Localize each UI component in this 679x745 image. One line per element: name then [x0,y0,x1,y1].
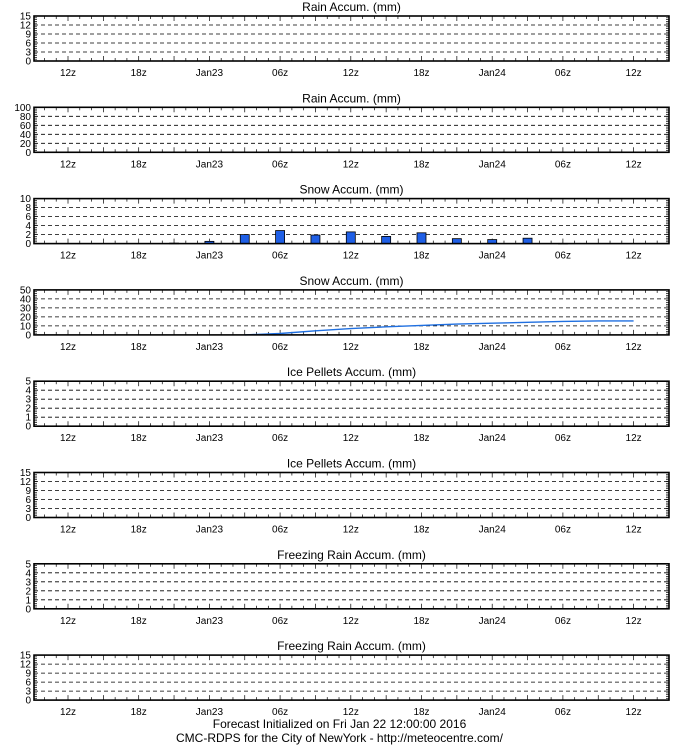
x-tick-label: 18z [413,250,430,262]
x-tick-label: 06z [554,524,571,536]
x-tick-label: Jan24 [478,68,506,79]
x-tick-label: 12z [59,159,77,171]
y-tick-label: 3 [25,394,31,406]
x-tick-label: 12z [342,68,359,79]
x-tick-label: 12z [342,615,359,627]
x-tick-label: Jan23 [195,341,224,353]
y-tick-label: 0 [25,147,31,159]
y-tick-label: 0 [25,695,31,707]
y-tick-label: 5 [25,559,31,571]
x-tick-label: 12z [59,68,77,79]
y-tick-label: 0 [25,604,31,616]
x-tick-label: 06z [272,250,289,262]
y-tick-label: 3 [25,686,31,698]
x-tick-label: Jan24 [478,250,506,262]
x-tick-label: 12z [625,615,642,627]
y-tick-label: 6 [25,495,31,506]
y-tick-label: 0 [25,330,31,342]
y-tick-label: 2 [25,586,31,598]
x-tick-label: 06z [272,341,289,353]
y-tick-label: 4 [25,221,31,233]
x-tick-label: 18z [413,524,430,536]
x-tick-label: 12z [625,159,642,171]
x-tick-label: 18z [413,68,430,79]
y-tick-label: 15 [19,11,31,23]
chart-panel-3 [20,183,669,262]
y-tick-label: 2 [25,230,31,242]
y-tick-label: 40 [19,294,31,306]
x-tick-label: 12z [342,250,359,262]
x-tick-label: 12z [342,433,359,445]
x-tick-label: 12z [59,250,77,262]
x-tick-label: 12z [625,341,642,353]
y-tick-label: 8 [25,203,31,215]
x-tick-label: Jan24 [478,524,506,536]
plot-frame [34,655,669,700]
plot-frame [34,473,669,518]
y-tick-label: 9 [25,29,31,41]
x-tick-label: 18z [130,68,147,79]
x-tick-label: Jan23 [195,250,224,262]
x-tick-label: 18z [130,341,147,353]
x-tick-label: Jan23 [195,707,224,719]
y-tick-label: 0 [25,56,31,68]
x-tick-label: 12z [625,707,642,719]
snow-bar [346,232,355,244]
snow-bar [523,238,532,243]
y-tick-label: 6 [25,38,31,50]
y-tick-label: 1 [25,595,31,607]
x-tick-label: 06z [272,68,289,79]
x-tick-label: 18z [413,433,430,445]
y-tick-label: 30 [19,303,31,315]
snow-bar [382,236,391,243]
y-tick-label: 0 [25,513,31,524]
x-tick-label: 06z [272,524,289,536]
x-tick-label: Jan24 [478,615,506,627]
chart-title: Ice Pellets Accum. (mm) [286,456,417,471]
y-tick-label: 9 [25,668,31,680]
x-tick-label: 12z [342,707,359,719]
y-tick-label: 3 [25,47,31,59]
chart-title: Rain Accum. (mm) [302,0,401,14]
x-tick-label: 12z [625,433,642,445]
x-tick-label: 18z [130,615,147,627]
chart-title: Rain Accum. (mm) [302,91,401,106]
x-tick-label: 06z [554,159,571,171]
chart-title: Freezing Rain Accum. (mm) [277,639,426,654]
x-tick-label: 06z [272,159,289,171]
x-tick-label: 06z [554,615,571,627]
y-tick-label: 3 [25,577,31,589]
y-tick-label: 12 [19,477,31,488]
x-tick-label: 18z [413,159,430,171]
x-tick-label: 12z [59,433,77,445]
snow-accum-line [245,321,634,335]
chart-panel-2 [14,91,669,170]
x-tick-label: 18z [413,615,430,627]
chart-panel-7 [25,548,669,627]
x-tick-label: 12z [342,159,359,171]
y-tick-label: 4 [25,568,31,580]
x-tick-label: Jan24 [478,433,506,445]
y-tick-label: 1 [25,412,31,424]
y-tick-label: 9 [25,486,31,497]
y-tick-label: 20 [19,312,31,324]
x-tick-label: 18z [130,524,147,536]
chart-panel-6 [20,457,669,536]
chart-panel-1 [20,0,669,79]
x-tick-label: Jan24 [478,341,506,353]
x-tick-label: 18z [413,707,430,719]
x-tick-label: 12z [625,68,642,79]
snow-bar [311,235,320,244]
x-tick-label: 12z [342,341,359,353]
x-tick-label: 12z [59,615,77,627]
plot-frame [34,381,669,426]
x-tick-label: 06z [554,341,571,353]
chart-title: Ice Pellets Accum. (mm) [286,365,417,380]
x-tick-label: 06z [272,615,289,627]
x-tick-label: Jan23 [195,615,224,627]
plot-frame [34,16,669,61]
footer-init-line: Forecast Initialized on Fri Jan 22 12:00:00 2016 [212,717,467,731]
y-tick-label: 15 [19,468,31,479]
chart-title: Snow Accum. (mm) [299,182,404,197]
x-tick-label: 06z [554,250,571,262]
x-tick-label: 06z [272,707,289,719]
chart-panel-4 [20,274,669,353]
x-tick-label: Jan23 [195,159,224,171]
x-tick-label: 12z [625,250,642,262]
y-tick-label: 10 [19,194,31,206]
chart-title: Snow Accum. (mm) [299,273,404,288]
plot-frame [34,564,669,609]
y-tick-label: 40 [19,129,31,141]
x-tick-label: 12z [342,524,359,536]
x-tick-label: 06z [272,433,289,445]
x-tick-label: 06z [554,707,571,719]
y-tick-label: 6 [25,677,31,689]
x-tick-label: 18z [130,707,147,719]
snow-bar [417,233,426,244]
x-tick-label: Jan23 [195,68,224,79]
snow-bar [240,235,249,244]
y-tick-label: 3 [25,504,31,515]
x-tick-label: 12z [625,524,642,536]
y-tick-label: 10 [19,321,31,333]
chart-panel-5 [25,365,669,444]
x-tick-label: 06z [554,68,571,79]
snow-bar [276,231,285,244]
x-tick-label: Jan23 [195,524,224,536]
x-tick-label: 06z [554,433,571,445]
y-tick-label: 15 [19,650,31,662]
y-tick-label: 6 [25,212,31,224]
y-tick-label: 50 [19,285,31,297]
chart-panel-8 [20,639,669,718]
x-tick-label: 12z [59,524,77,536]
y-tick-label: 80 [19,111,31,123]
x-tick-label: 18z [413,341,430,353]
y-tick-label: 4 [25,385,31,397]
y-tick-label: 20 [19,138,31,150]
x-tick-label: Jan23 [195,433,224,445]
y-tick-label: 0 [25,421,31,433]
x-tick-label: 18z [130,250,147,262]
y-tick-label: 100 [14,102,31,114]
y-tick-label: 2 [25,403,31,415]
y-tick-label: 12 [19,659,31,671]
y-tick-label: 5 [25,376,31,388]
x-tick-label: 18z [130,159,147,171]
plot-frame [34,107,669,152]
y-tick-label: 0 [25,239,31,251]
x-tick-label: 18z [130,433,147,445]
y-tick-label: 60 [19,120,31,132]
x-tick-label: Jan24 [478,159,506,171]
x-tick-label: Jan24 [478,707,506,719]
chart-title: Freezing Rain Accum. (mm) [277,547,426,562]
y-tick-label: 12 [19,20,31,32]
footer-source-line: CMC-RDPS for the City of NewYork - http://meteocentre.com/ [176,731,503,745]
x-tick-label: 12z [59,341,77,353]
x-tick-label: 12z [59,707,77,719]
